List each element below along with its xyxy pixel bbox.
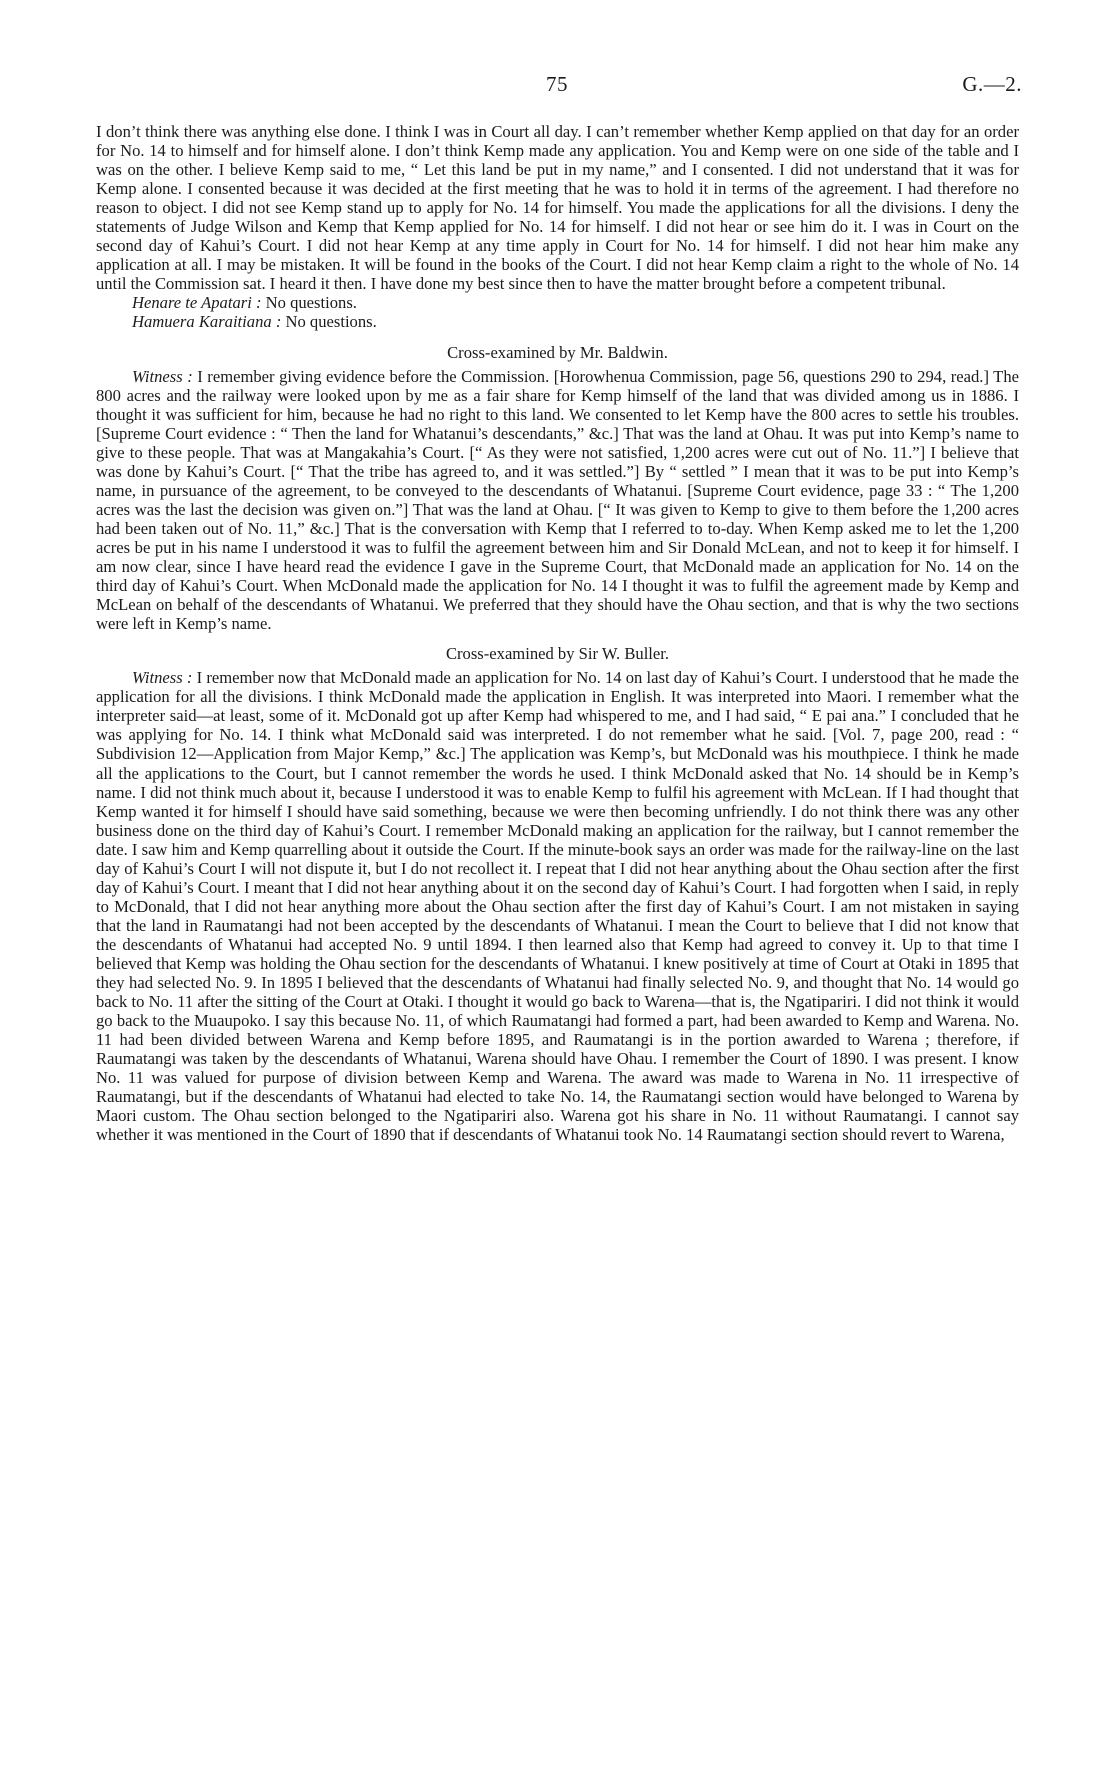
document-reference: G.—2. [962, 72, 1022, 96]
question-response: No questions. [281, 312, 377, 332]
page-body [96, 122, 1019, 1144]
witness-paragraph [96, 367, 1019, 634]
page-header [0, 72, 1114, 102]
speaker-name: Hamuera Karaitiana : [132, 312, 282, 332]
section-heading: Cross-examined by Sir W. Buller. [445, 644, 670, 664]
section-heading: Cross-examined by Mr. Baldwin. [447, 342, 668, 362]
intro-paragraph: I don’t think there was anything else done. I think I was in Court all day. I can’t remember whether Kemp applied on that day for an order for No. 14 to himself and for himself alone. I don’t think Kemp made any application. You and Kemp were on one side of the table and I was on the other. I believe Kemp said to me, “ Let this land be put in my name,” and I consented. I did not understand that it was for Kemp alone. I consented because it was decided at the first meeting that he was to hold it in terms of the agreement. I had therefore no reason to object. I did not see Kemp stand up to apply for No. 14 for himself. You made the applications for all the divisions. I deny the statements of Judge Wilson and Kemp that Kemp applied for No. 14 for himself. I did not hear or see him do it. I was in Court on the second day of Kahui’s Court. I did not hear Kemp at any time apply in Court for No. 14 for himself. I did not hear him make any application at all. I may be mistaken. It will be found in the books of the Court. I did not hear Kemp claim a right to the whole of No. 14 until the Commission sat. I heard it then. I have done my best since then to have the matter brought before a competent tribunal. [96, 122, 1019, 294]
witness-label: Witness : [132, 366, 193, 386]
question-line [96, 312, 1019, 331]
witness-label: Witness : [132, 668, 193, 688]
question-line [96, 293, 1019, 312]
witness-paragraph [96, 668, 1019, 1144]
page-number: 75 [546, 72, 568, 96]
witness-text: I remember now that McDonald made an application for No. 14 on last day of Kahui’s Court. I understood that he made the application for all the divisions. I think McDonald made the application in English. It was interpreted into Maori. I remember what the interpreter said—at least, some of it. McDonald got up after Kemp had whispered to me, and I had said, “ E pai ana.” I concluded that he was applying for No. 14. I think what McDonald said was interpreted. I do not remember what he said. [Vol. 7, page 200, read : “ Subdivision 12—Application from Major Kemp,” &c.] The application was Kemp’s, but McDonald was his mouthpiece. I think he made all the applications to the Court, but I cannot remember the words he used. I think McDonald asked that No. 14 should be in Kemp’s name. I did not think much about it, because I understood it was to enable Kemp to fulfil his agreement with McLean. If I had thought that Kemp wanted it for himself I should have said something, because we were then becoming unfriendly. I do not think there was any other business done on the third day of Kahui’s Court. I remember McDonald making an application for the railway, but I cannot remember the date. I saw him and Kemp quarrelling about it outside the Court. If the minute-book says an order was made for the railway-line on the last day of Kahui’s Court I will not dispute it, but I do not recollect it. I repeat that I did not hear anything about the Ohau section after the first day of Kahui’s Court. I meant that I did not hear anything about it on the second day of Kahui’s Court. I had forgotten when I said, in reply to McDonald, that I did not hear anything more about the Ohau section after the first day of Kahui’s Court. I am not mistaken in saying that the land in Raumatangi had not been accepted by the descendants of Whatanui. I mean the Court to believe that I did not know that the descendants of Whatanui had accepted No. 9 until 1894. I then learned also that Kemp had agreed to convey it. Up to that time I believed that Kemp was holding the Ohau section for the descendants of Whatanui. I knew positively at time of Court at Otaki in 1895 that they had selected No. 9. In 1895 I believed that the descendants of Whatanui had finally selected No. 9, and thought that No. 14 would go back to No. 11 after the sitting of the Court at Otaki. I thought it would go back to Warena—that is, the Ngatipariri. I did not think it would go back to the Muaupoko. I say this because No. 11, of which Raumatangi had formed a part, had been awarded to Kemp and Warena. No. 11 had been divided between Warena and Kemp before 1895, and Raumatangi is in the portion awarded to Warena ; therefore, if Raumatangi was taken by the descendants of Whatanui, Warena should have Ohau. I remember the Court of 1890. I was present. I know No. 11 was valued for purpose of division between Kemp and Warena. The award was made to Warena in No. 11 irrespective of Raumatangi, but if the descendants of Whatanui had elected to take No. 14, the Raumatangi section would have belonged to Warena by Maori custom. The Ohau section belonged to the Ngatipariri also. Warena got his share in No. 11 without Raumatangi. I cannot say whether it was mentioned in the Court of 1890 that if descendants of Whatanui took No. 14 Raumatangi section should revert to Warena, [96, 668, 1020, 1145]
witness-text: I remember giving evidence before the Commission. [Horowhenua Commission, page 56, questions 290 to 294, read.] The 800 acres and the railway were looked upon by me as a fair share for Kemp himself of the land that was divided among us in 1886. I thought it was sufficient for him, because he had no right to this land. We consented to let Kemp have the 800 acres to settle his troubles. [Supreme Court evidence : “ Then the land for Whatanui’s descendants,” &c.] That was the land at Ohau. It was put into Kemp’s name to give to these people. That was at Mangakahia’s Court. [“ As they were not satisfied, 1,200 acres were cut out of No. 11.”] I believe that was done by Kahui’s Court. [“ That the tribe has agreed to, and it was settled.”] By “ settled ” I mean that it was to be put into Kemp’s name, in pursuance of the agreement, to be conveyed to the descendants of Whatanui. [Supreme Court evidence, page 33 : “ The 1,200 acres was the last the decision was given on.”] That was the land at Ohau. [“ It was given to Kemp to give to them before the 1,200 acres had been taken out of No. 11,” &c.] That is the conversation with Kemp that I referred to to-day. When Kemp asked me to let the 1,200 acres be put in his name I understood it was to fulfil the agreement between him and Sir Donald McLean, and not to keep it for himself. I am now clear, since I have heard read the evidence I gave in the Supreme Court, that McDonald made an application for No. 14 on the third day of Kahui’s Court. When McDonald made the application for No. 14 I thought it was to fulfil the agreement made by Kemp and McLean on behalf of the descendants of Whatanui. We preferred that they should have the Ohau section, and that is why the two sections were left in Kemp’s name. [96, 366, 1019, 634]
question-response: No questions. [261, 293, 357, 313]
speaker-name: Henare te Apatari : [132, 293, 262, 313]
